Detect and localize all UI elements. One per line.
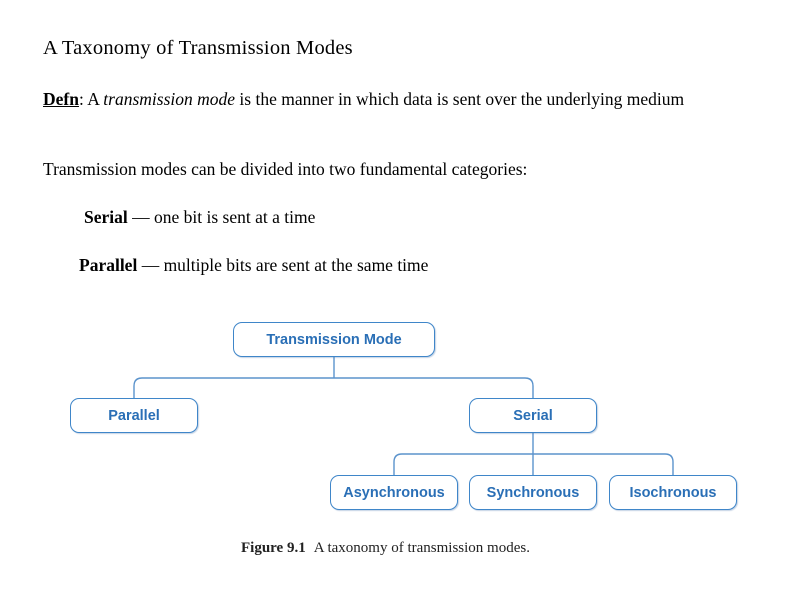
definition-term: transmission mode bbox=[103, 89, 236, 109]
figure-caption-text: A taxonomy of transmission modes. bbox=[313, 540, 530, 556]
definition-text: is the manner in which data is sent over the underlying medium bbox=[235, 89, 685, 109]
mode-parallel-description: — multiple bits are sent at the same time bbox=[137, 255, 429, 275]
definition-separator: : A bbox=[78, 89, 104, 109]
mode-parallel-name: Parallel bbox=[79, 255, 138, 275]
intro-text: Transmission modes can be divided into two fundamental categories: bbox=[43, 159, 528, 179]
mode-serial-name: Serial bbox=[84, 207, 128, 227]
node-parallel: Parallel bbox=[70, 398, 198, 433]
connector-level1-bar bbox=[134, 378, 533, 398]
node-asynchronous: Asynchronous bbox=[330, 475, 458, 510]
mode-serial-description: — one bit is sent at a time bbox=[127, 207, 316, 227]
node-serial: Serial bbox=[469, 398, 597, 433]
node-isochronous: Isochronous bbox=[609, 475, 737, 510]
definition-label: Defn bbox=[43, 89, 79, 109]
node-transmission-mode: Transmission Mode bbox=[233, 322, 435, 357]
figure-caption-number: Figure 9.1 bbox=[241, 540, 306, 556]
node-synchronous: Synchronous bbox=[469, 475, 597, 510]
slide-title: A Taxonomy of Transmission Modes bbox=[43, 37, 353, 59]
figure-caption bbox=[241, 540, 530, 557]
